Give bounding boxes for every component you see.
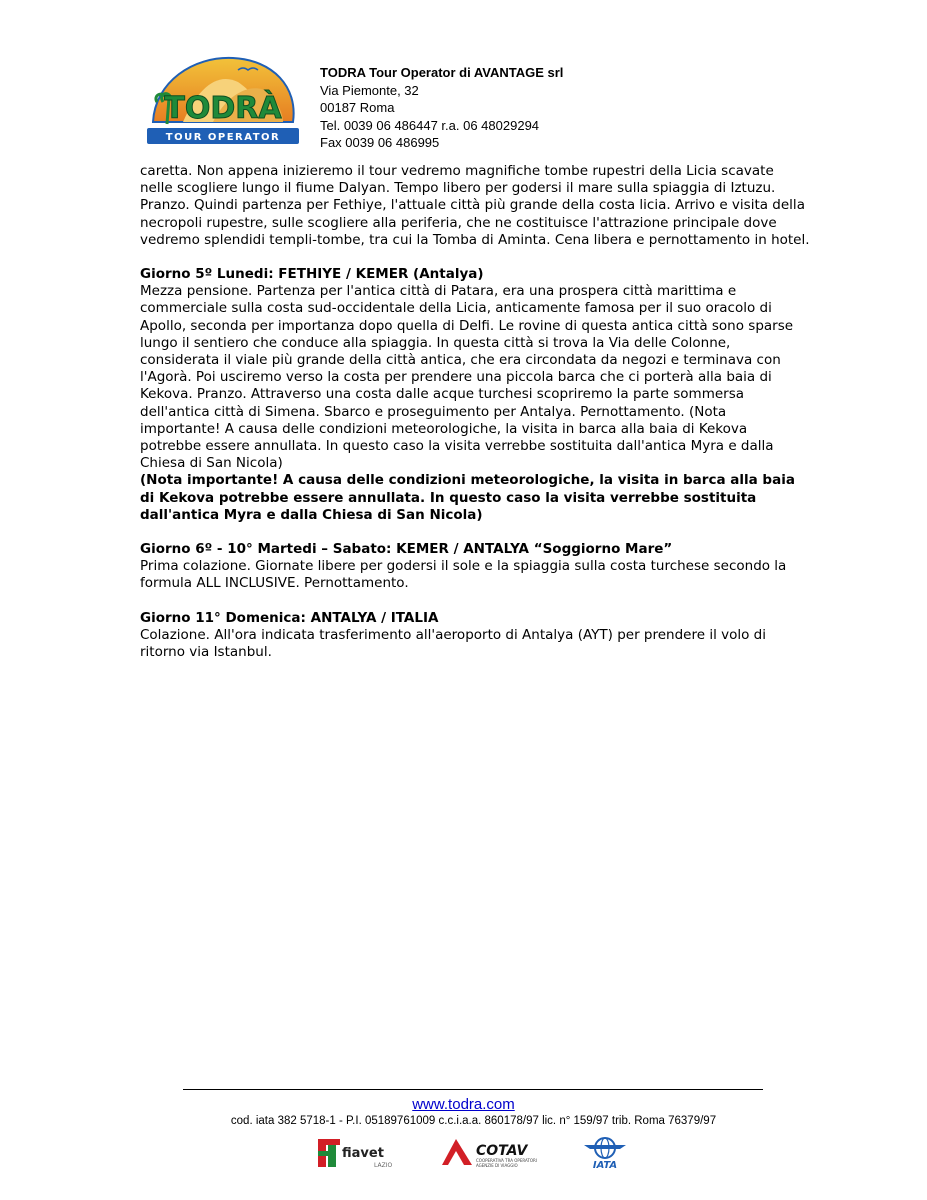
fiavet-sublabel: LAZIO [374, 1162, 393, 1169]
footer-divider [183, 1089, 763, 1090]
logo-tagline: TOUR OPERATOR [165, 132, 281, 143]
itinerary-content [140, 163, 810, 661]
todra-logo [143, 52, 303, 148]
phone-line: Tel. 0039 06 486447 r.a. 06 48029294 [320, 117, 540, 133]
day6-text: Prima colazione. Giornate libere per godersi il sole e la spiaggia sulla costa turchese secondo la formula ALL INCLUSIVE. Pernottamento. [140, 558, 787, 592]
cotav-logo [438, 1135, 542, 1171]
website-link[interactable]: www.todra.com [412, 1096, 515, 1113]
day5-text: Mezza pensione. Partenza per l'antica città di Patara, era una prospera città marittima e commerciale sulla costa sud-occidentale della Licia, anticamente famosa per il suo oracolo di Apollo, seconda per importanza dopo quella di Delfi. Le rovine di questa antica città sono sparse lungo il sentiero che conduce alla spiaggia. In questa città si trova la Via delle Colonne, considerata il viale più grande della città antica, che era circondata da negozi e terminava con l'Agorà. Poi usciremo verso la costa per prendere una piccola barca che ci porterà alla baia di Kekova. Pranzo. Attraverso una costa dalle acque turchesi scopriremo la parte sommersa dell'antica città di Simena. Sbarco e proseguimento per Antalya. Pernottamento. (Nota importante! A causa delle condizioni meteorologiche, la visita in barca alla baia di Kekova potrebbe essere annullata. In questo caso la visita verrebbe sostituita dall'antica Myra e dalla Chiesa di San Nicola) [140, 283, 794, 472]
iata-label: IATA [592, 1160, 618, 1171]
day11-title: Giorno 11° Domenica: ANTALYA / ITALIA [140, 609, 439, 626]
fiavet-label: fiavet [342, 1146, 384, 1161]
company-name: TODRA Tour Operator di AVANTAGE srl [320, 65, 564, 80]
cotav-label: COTAV [476, 1143, 528, 1159]
day6-title: Giorno 6º - 10° Martedi – Sabato: KEMER / ANTALYA “Soggiorno Mare” [140, 541, 673, 558]
address-line-1: Via Piemonte, 32 [320, 82, 419, 98]
fax-line: Fax 0039 06 486995 [320, 135, 440, 150]
fiavet-logo [316, 1135, 398, 1171]
cotav-sublabel-2: AGENZIE DI VIAGGIO [476, 1163, 518, 1168]
company-header [320, 64, 563, 152]
iata-logo [580, 1135, 630, 1171]
cotav-sublabel-1: COOPERATIVA TRA OPERATORI [476, 1158, 537, 1163]
intro-paragraph: caretta. Non appena inizieremo il tour vedremo magnifiche tombe rupestri della Licia scavate nelle scogliere lungo il fiume Dalyan. Tempo libero per godersi il mare sulla spiaggia di Iztuzu. Pranzo. Quindi partenza per Fethiye, l'attuale città più grande della costa licia. Arrivo e visita della necropoli rupestre, sulle scogliere alla periferia, che ne costituisce l'attrazione principale dove vedremo splendidi templi-tombe, tra cui la Tomba di Aminta. Cena libera e pernottamento in hotel. [140, 163, 810, 248]
day11-text: Colazione. All'ora indicata trasferimento all'aeroporto di Antalya (AYT) per prendere il volo di ritorno via Istanbul. [140, 626, 766, 661]
footer-logos [0, 1135, 927, 1175]
day5-note: (Nota importante! A causa delle condizioni meteorologiche, la visita in barca alla baia di Kekova potrebbe essere annullata. In questo caso la visita verrebbe sostituita dall'antica Myra e dalla Chiesa di San Nicola) [140, 472, 795, 523]
footer-legal-info: cod. iata 382 5718-1 - P.I. 05189761009 c.c.i.a.a. 860178/97 lic. n° 159/97 trib. Roma 76379/97 [230, 1115, 717, 1127]
address-line-2: 00187 Roma [320, 100, 395, 115]
logo-brand: TODRÀ [164, 91, 282, 126]
day5-title: Giorno 5º Lunedi: FETHIYE / KEMER (Antalya) [140, 266, 484, 283]
